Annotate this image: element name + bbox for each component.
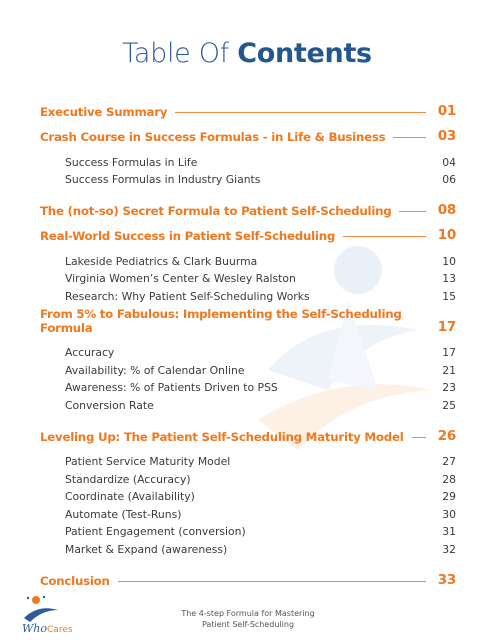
toc-section-page: 03 <box>437 128 456 144</box>
toc-subsection-page: 06 <box>442 173 456 186</box>
toc-subsection-page: 13 <box>442 272 456 285</box>
toc-section-page: 17 <box>437 318 456 335</box>
toc-section-title: From 5% to Fabulous: Implementing the Self-Scheduling Formula <box>40 306 402 335</box>
toc-subsection-page: 23 <box>442 381 456 394</box>
footer-line-2: Patient Self-Scheduling <box>201 620 295 629</box>
toc-leader-line <box>399 211 426 212</box>
toc-subsection-row[interactable] <box>40 169 456 187</box>
toc-leader-line <box>393 137 426 138</box>
toc-subsection-title: Success Formulas in Life <box>65 155 198 169</box>
toc-subsection-title: Conversion Rate <box>65 398 154 412</box>
toc-subsection-page: 25 <box>442 398 456 412</box>
footer-caption <box>168 608 328 630</box>
toc-subsection-row[interactable] <box>40 377 456 395</box>
toc-subsection-page: 15 <box>442 289 456 303</box>
toc-leader-line <box>343 236 426 237</box>
toc-subsection-row[interactable] <box>40 451 456 469</box>
toc-subsection-page: 29 <box>442 490 456 503</box>
toc-section-page: 01 <box>437 103 456 119</box>
toc-section-title: Real-World Success in Patient Self-Scheduling <box>40 229 336 243</box>
footer-line-1: The 4-step Formula for Mastering <box>181 609 315 618</box>
toc-subsection-title: Success Formulas in Industry Giants <box>65 173 261 186</box>
toc-section-row[interactable] <box>40 567 456 588</box>
toc-section-row[interactable] <box>40 423 456 444</box>
toc-subsection-title: Automate (Test-Runs) <box>65 507 182 521</box>
toc-subsection-title: Lakeside Pediatrics & Clark Buurma <box>65 254 258 268</box>
toc-subsection-page: 31 <box>442 525 456 538</box>
toc-section-row[interactable] <box>40 197 456 218</box>
toc-subsection-title: Patient Engagement (conversion) <box>65 525 246 538</box>
toc-section-title: Executive Summary <box>40 105 168 119</box>
toc-subsection-title: Availability: % of Calendar Online <box>65 363 245 377</box>
toc-subsection-title: Standardize (Accuracy) <box>65 472 191 486</box>
toc-section-row[interactable] <box>40 306 456 335</box>
toc-section-page: 33 <box>437 571 456 588</box>
table-of-contents <box>40 94 456 588</box>
toc-subsection-page: 27 <box>442 455 456 468</box>
toc-subsection-page: 32 <box>442 542 456 556</box>
toc-subsection-row[interactable] <box>40 486 456 504</box>
toc-subsection-title: Market & Expand (awareness) <box>65 542 228 556</box>
toc-subsection-row[interactable] <box>40 503 456 521</box>
toc-subsection-row[interactable] <box>40 521 456 539</box>
toc-section-row[interactable] <box>40 123 456 144</box>
toc-subsection-page: 28 <box>442 472 456 486</box>
toc-leader-line <box>412 437 426 438</box>
toc-section-page: 26 <box>437 427 456 444</box>
toc-section-title: Leveling Up: The Patient Self-Scheduling Maturity Model <box>40 429 404 444</box>
toc-section-title: Conclusion <box>40 573 110 588</box>
toc-subsection-page: 21 <box>442 363 456 377</box>
toc-subsection-row[interactable] <box>40 151 456 169</box>
toc-subsection-page: 30 <box>442 507 456 521</box>
toc-section-page: 08 <box>437 202 456 218</box>
toc-subsection-title: Awareness: % of Patients Driven to PSS <box>65 381 278 394</box>
toc-subsection-row[interactable] <box>40 394 456 412</box>
toc-subsection-page: 10 <box>442 254 456 268</box>
toc-section-row[interactable] <box>40 98 456 119</box>
toc-section-title: Crash Course in Success Formulas - in Life & Business <box>40 130 386 144</box>
toc-subsection-row[interactable] <box>40 538 456 556</box>
toc-subsection-title: Accuracy <box>65 346 115 359</box>
toc-subsection-title: Patient Service Maturity Model <box>65 455 231 468</box>
toc-subsection-title: Research: Why Patient Self-Scheduling Works <box>65 289 310 303</box>
toc-subsection-page: 04 <box>442 155 456 169</box>
toc-leader-line <box>118 581 426 582</box>
toc-subsection-page: 17 <box>442 346 456 359</box>
toc-subsection-row[interactable] <box>40 250 456 268</box>
page-title: Table Of Contents <box>122 38 372 69</box>
toc-subsection-title: Virginia Women’s Center & Wesley Ralston <box>65 272 296 285</box>
toc-subsection-row[interactable] <box>40 285 456 303</box>
toc-subsection-row[interactable] <box>40 359 456 377</box>
toc-section-title: The (not-so) Secret Formula to Patient Self-Scheduling <box>40 204 392 218</box>
toc-subsection-title: Coordinate (Availability) <box>65 490 195 503</box>
toc-subsection-row[interactable] <box>40 268 456 286</box>
toc-subsection-row[interactable] <box>40 468 456 486</box>
toc-section-page: 10 <box>437 227 456 243</box>
toc-leader-line <box>175 112 426 113</box>
toc-subsection-row[interactable] <box>40 342 456 360</box>
logo-wordmark: WhoCares <box>22 622 73 635</box>
toc-section-row[interactable] <box>40 222 456 243</box>
